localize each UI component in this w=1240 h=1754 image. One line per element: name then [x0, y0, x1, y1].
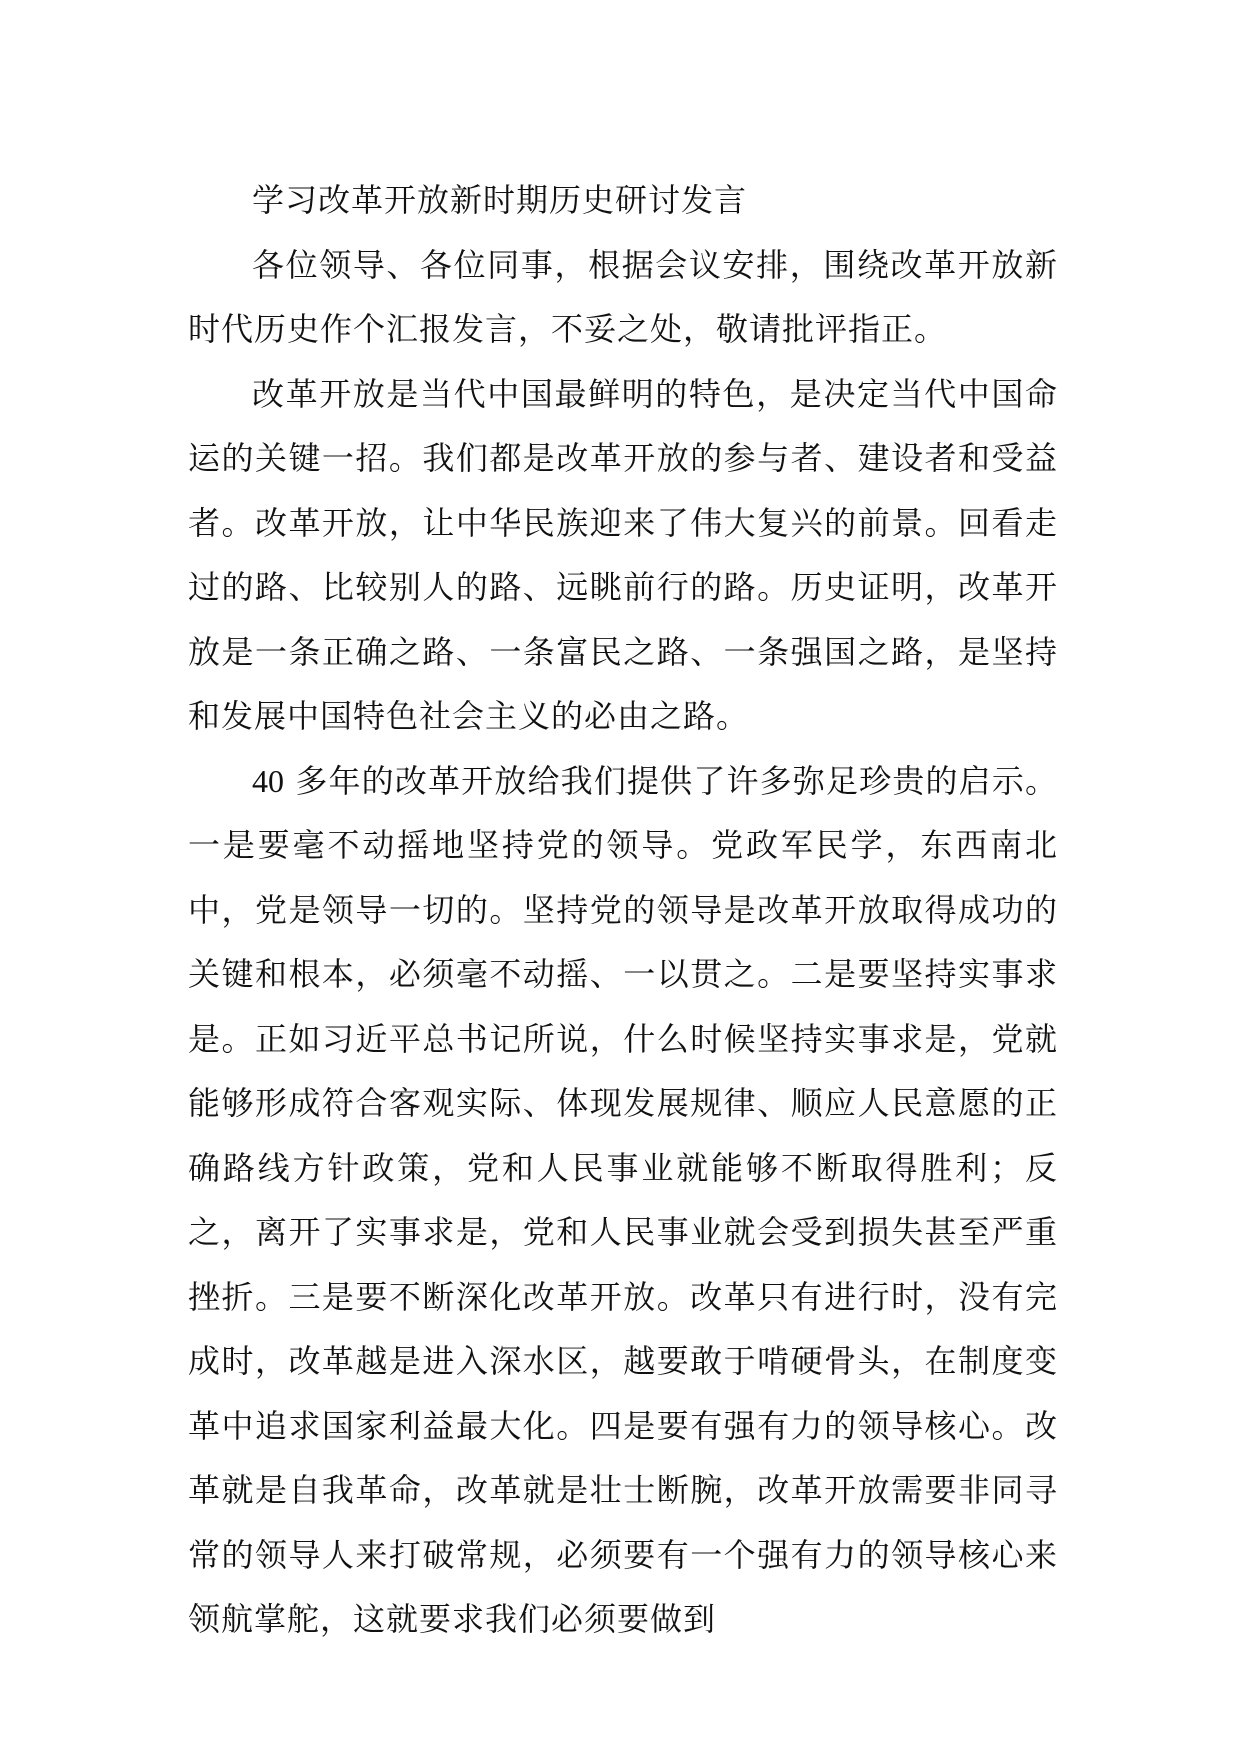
document-title: 学习改革开放新时期历史研讨发言 [252, 181, 748, 219]
paragraph-opening: 各位领导、各位同事，根据会议安排，围绕改革开放新时代历史作个汇报发言，不妥之处，敬请批评指正。 [188, 245, 1058, 348]
paragraph-reform-lessons-text: 多年的改革开放给我们提供了许多弥足珍贵的启示。一是要毫不动摇地坚持党的领导。党政军民学，东西南北中，党是领导一切的。坚持党的领导是改革开放取得成功的关键和根本，必须毫不动摇、一以贯之。二是要坚持实事求是。正如习近平总书记所说，什么时候坚持实事求是，党就能够形成符合客观实际、体现发展规律、顺应人民意愿的正确路线方针政策，党和人民事业就能够不断取得胜利；反之，离开了实事求是，党和人民事业就会受到损失甚至严重挫折。三是要不断深化改革开放。改革只有进行时，没有完成时，改革越是进入深水区，越要敢于啃硬骨头，在制度变革中追求国家利益最大化。四是要有强有力的领导核心。改革就是自我革命，改革就是壮士断腕，改革开放需要非同寻常的领导人来打破常规，必须要有一个强有力的领导核心来领航掌舵，这就要求我们必须要做到 [188, 761, 1058, 1638]
document-body [188, 168, 1058, 1652]
paragraph-reform-significance: 改革开放是当代中国最鲜明的特色，是决定当代中国命运的关键一招。我们都是改革开放的参与者、建设者和受益者。改革开放，让中华民族迎来了伟大复兴的前景。回看走过的路、比较别人的路、远眺前行的路。历史证明，改革开放是一条正确之路、一条富民之路、一条强国之路，是坚持和发展中国特色社会主义的必由之路。 [188, 374, 1058, 735]
paragraph-reform-lessons [188, 749, 1058, 1652]
years-number: 40 [252, 762, 284, 799]
